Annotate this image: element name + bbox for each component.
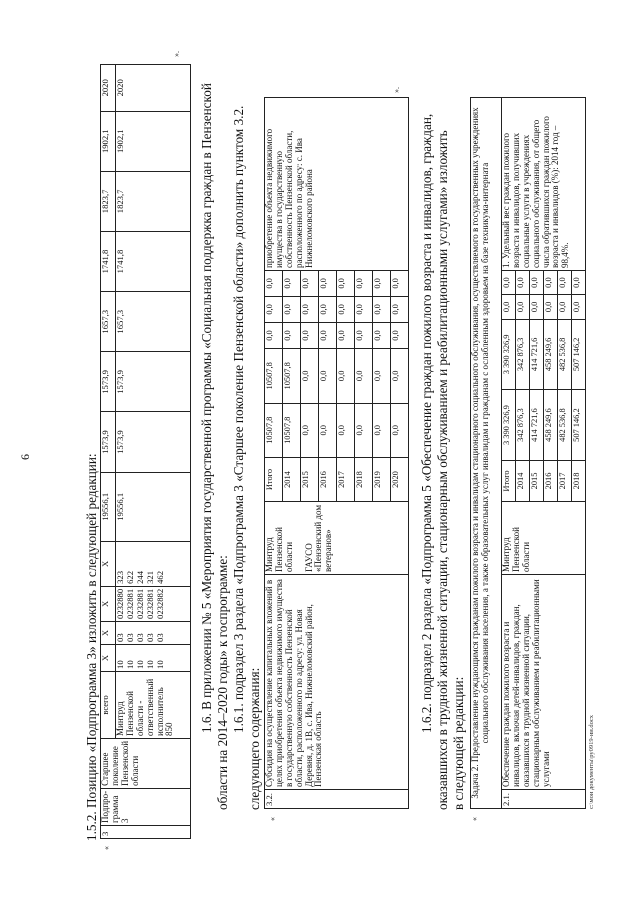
- table2-years-row: [265, 271, 283, 501]
- cell-task: Задача 2. Предоставление нуждающимся гражданам пожилого возраста и инвалидам стационарного социального обслуживания, осуществляемого в государственных учреждениях социального обслуживания населения, а также образовательных услуг инвалидам и гражданам с ослабленным здоровьем на базе техникума-интерната: [471, 98, 502, 809]
- table3-years-row: [530, 271, 544, 501]
- cell-2014-2: 1573,9: [116, 412, 191, 472]
- table2-years-cell: 2014: [283, 458, 301, 501]
- table2-years-cell: 0,0: [373, 296, 391, 322]
- table2-years-cell: 0,0: [373, 322, 391, 348]
- cell-2015: 1573,9: [101, 352, 116, 412]
- table2-years-cell: 0,0: [355, 271, 373, 296]
- cell-x2: Х: [101, 621, 116, 644]
- table2-years-cell: 2015: [301, 458, 319, 501]
- cell-num: 2.1.: [502, 790, 586, 809]
- table3-years-cell: 0,0: [516, 295, 530, 319]
- col-csr: 0232880 0232881 0232881 0232881 0232882: [116, 586, 191, 621]
- page-number: 6: [18, 454, 32, 460]
- table3-years-cell: 458 249,6: [544, 319, 558, 390]
- cell-2019-2: 1902,1: [116, 111, 191, 171]
- table2-years-row: [391, 271, 409, 501]
- table3-years-cell: 0,0: [530, 271, 544, 295]
- cell-2017-2: 1741,8: [116, 231, 191, 291]
- table2-years-cell: 0,0: [301, 322, 319, 348]
- table2-years-cell: 0,0: [283, 296, 301, 322]
- paragraph-1-6-2: 1.6.2. подраздел 2 раздела «Подпрограмма 5 «Обеспечение граждан пожилого возраста и инвалидов, граждан,: [419, 113, 434, 733]
- table2-years-cell: 0,0: [319, 296, 337, 322]
- table2-years-cell: 0,0: [391, 349, 409, 403]
- table2-years-cell: 0,0: [319, 403, 337, 457]
- table2-years-row: [355, 271, 373, 501]
- cell-2018-2: 1823,7: [116, 171, 191, 231]
- open-quote: «: [102, 846, 111, 850]
- table2-years-cell: 2016: [319, 458, 337, 501]
- table3-years-cell: 3 390 326,9: [502, 319, 516, 390]
- table3-years-cell: 482 536,8: [558, 319, 572, 390]
- table2-years-cell: 0,0: [391, 403, 409, 457]
- table2-years-cell: 2020: [391, 458, 409, 501]
- paragraph-1-6-2-c: в следующей редакции:: [451, 676, 466, 810]
- table2-years-cell: 0,0: [391, 271, 409, 296]
- table2-years-cell: 0,0: [265, 271, 283, 296]
- table2-years-cell: 0,0: [337, 403, 355, 457]
- table2-years-cell: 10507,8: [265, 403, 283, 457]
- table3-years-cell: 2014: [516, 460, 530, 501]
- table3-years-cell: 0,0: [544, 295, 558, 319]
- table2-years-row: [283, 271, 301, 501]
- paragraph-1-6-1: 1.6.1. подраздел 3 раздела «Подпрограмма 3 «Старшее поколение Пензенской области» дополнить пунктом 3.2.: [231, 105, 246, 733]
- table3-years-row: [572, 271, 586, 501]
- table3-years-cell: 2015: [530, 460, 544, 501]
- cell-years-block: [265, 271, 409, 502]
- table3-years-cell: 342 876,3: [516, 319, 530, 390]
- table2-years-cell: 0,0: [319, 322, 337, 348]
- table3-years-cell: 0,0: [530, 295, 544, 319]
- table2-years-cell: 0,0: [373, 271, 391, 296]
- table3-years-row: [502, 271, 516, 501]
- table3-years-cell: 414 721,6: [530, 390, 544, 461]
- table2-years-cell: 0,0: [301, 403, 319, 457]
- paragraph-1-6-b: области на 2014–2020 годы» к госпрограмме:: [215, 555, 230, 810]
- open-quote-3: «: [470, 817, 479, 821]
- table-item-2-1: [470, 97, 586, 809]
- table2-years-cell: 0,0: [301, 296, 319, 322]
- table2-years-cell: 0,0: [355, 322, 373, 348]
- table2-years-cell: 0,0: [373, 403, 391, 457]
- table3-years-cell: 3 390 326,9: [502, 390, 516, 461]
- table3-years-cell: 2017: [558, 460, 572, 501]
- table3-years-cell: 0,0: [544, 271, 558, 295]
- table2-years-cell: 0,0: [283, 322, 301, 348]
- cell-result: приобретение объекта недвижимого имущества в государственную собственность Пензенской области, расположенного по адресу: с. Ива Нижнеломовского района: [265, 98, 409, 271]
- cell-title: Старшее поколение Пензенской области: [101, 738, 191, 788]
- cell-2016: 1657,3: [101, 292, 116, 352]
- table-years: [265, 271, 408, 501]
- table2-years-cell: Итого: [265, 468, 274, 491]
- table2-years-row: [319, 271, 337, 501]
- cell-years-block: [502, 271, 586, 502]
- cell-2018: 1823,7: [101, 171, 116, 231]
- table3-years-cell: 482 536,8: [558, 390, 572, 461]
- cell-2017: 1741,8: [101, 231, 116, 291]
- cell-2019: 1902,1: [101, 111, 116, 171]
- table2-years-cell: 0,0: [391, 296, 409, 322]
- cell-name: Подпро- грамма 3: [101, 788, 191, 825]
- cell-x4: Х: [101, 541, 116, 586]
- cell-total: 19556,1: [101, 472, 116, 541]
- table2-years-cell: 0,0: [265, 322, 283, 348]
- table3-years-cell: 0,0: [558, 271, 572, 295]
- table2-years-cell: 0,0: [283, 271, 301, 296]
- col-section: 10 10 10 10 10: [116, 644, 191, 671]
- paragraph-1-6-2-b: оказавшихся в трудной жизненной ситуации, стационарным обслуживанием и реабилитационными услугами» изложить: [435, 130, 450, 810]
- table2-years-cell: 0,0: [319, 349, 337, 403]
- table2-years-cell: 0,0: [337, 296, 355, 322]
- table3-years-cell: 342 876,3: [516, 390, 530, 461]
- cell-total-2: 19556,1: [116, 472, 191, 541]
- table3-years-cell: Итого: [502, 470, 511, 492]
- paragraph-1-6: 1.6. В приложении № 5 «Мероприятия государственной программы «Социальная поддержка граждан в Пензенской: [199, 83, 214, 733]
- close-quote-2: ».: [392, 87, 401, 93]
- cell-text: Обеспечение граждан пожилого возраста и инвалидов, включая детей-инвалидов, граждан, оказавшихся в трудной жизненной ситуации, стационарным обслуживанием и реабилитационными услугами: [502, 575, 586, 790]
- table-subprogram-3: [100, 64, 191, 839]
- cell-exec: Минтруд Пензенской области ГАУСО «Пензенский дом ветеранов»: [265, 502, 409, 575]
- table2-years-cell: 0,0: [301, 271, 319, 296]
- table3-years-cell: 507 146,2: [572, 319, 586, 390]
- cell-2020: 2020: [101, 65, 116, 112]
- table2-years-cell: 0,0: [337, 349, 355, 403]
- cell-x3: Х: [101, 586, 116, 621]
- table2-years-cell: 2018: [355, 458, 373, 501]
- table2-years-cell: 2019: [373, 458, 391, 501]
- table2-years-cell: 0,0: [391, 322, 409, 348]
- table3-years-cell: 0,0: [572, 295, 586, 319]
- table3-years-cell: 507 146,2: [572, 390, 586, 461]
- col-vr: 323 622 244 321 462: [116, 541, 191, 586]
- table3-years-row: [544, 271, 558, 501]
- cell-2016-2: 1657,3: [116, 292, 191, 352]
- close-quote: ».: [172, 51, 181, 57]
- table3-years-cell: 0,0: [502, 295, 516, 319]
- table3-years-cell: 0,0: [572, 271, 586, 295]
- table2-years-cell: 0,0: [319, 271, 337, 296]
- paragraph-1-5-2: 1.5.2. Позицию «Подпрограмма 3» изложить в следующей редакции:: [84, 453, 99, 841]
- table2-years-cell: 0,0: [355, 403, 373, 457]
- cell-exec-head: всего: [101, 671, 116, 738]
- col-subsection: 03 03 03 03 03: [116, 621, 191, 644]
- table3-years-cell: 0,0: [558, 295, 572, 319]
- open-quote-2: «: [268, 817, 277, 821]
- cell-result: 1. Удельный вес граждан пожилого возраста и инвалидов, получивших социальные услуги в учреждениях социального обслуживания, от общего числа обратившихся граждан пожилого возраста и инвалидов (%): 2014 год – 98,4%.: [502, 98, 586, 271]
- table3-years-row: [516, 271, 530, 501]
- table3-years-cell: 414 721,6: [530, 319, 544, 390]
- table2-years-cell: 2017: [337, 458, 355, 501]
- table2-years-cell: 10507,8: [283, 403, 301, 457]
- table2-years-row: [337, 271, 355, 501]
- table2-years-cell: 0,0: [265, 296, 283, 322]
- table2-years-cell: 0,0: [355, 296, 373, 322]
- table2-years-cell: 10507,8: [265, 349, 283, 403]
- cell-2020-2: 2020: [116, 65, 191, 112]
- table2-years-cell: 10507,8: [283, 349, 301, 403]
- table2-years-cell: 0,0: [355, 349, 373, 403]
- paragraph-1-6-1-b: следующего содержания:: [247, 667, 262, 810]
- table3-years-cell: 2018: [572, 460, 586, 501]
- table2-years-cell: 0,0: [373, 349, 391, 403]
- cell-2015-2: 1573,9: [116, 352, 191, 412]
- cell-x1: Х: [101, 644, 116, 671]
- table2-years-row: [301, 271, 319, 501]
- table-years: [502, 271, 585, 501]
- cell-num: 3: [101, 826, 191, 839]
- table3-years-cell: 458 249,6: [544, 390, 558, 461]
- cell-num: 3.2.: [265, 790, 409, 809]
- cell-text: Субсидия на осуществление капитальных вложений в целях приобретения объекта недвижимого имущества в государственную собственность Пензенской области, расположенного по адресу: ул. Новая Деревня, д. 1В, с. Ива, Нижнеломовский район, Пензенская область: [265, 575, 409, 790]
- table2-years-row: [373, 271, 391, 501]
- cell-2014: 1573,9: [101, 412, 116, 472]
- table3-years-cell: 0,0: [502, 271, 516, 295]
- table2-years-cell: 0,0: [337, 271, 355, 296]
- cell-exec: Минтруд Пензенской области: [502, 502, 586, 575]
- table3-years-row: [558, 271, 572, 501]
- table2-years-cell: 0,0: [301, 349, 319, 403]
- table-item-3-2: [264, 97, 409, 809]
- cell-executor: Минтруд Пензенской области - ответственный исполнитель 850: [116, 671, 191, 738]
- footer-file-path: c:\мои документы\ру0919-ии.docx: [588, 714, 595, 809]
- table3-years-cell: 0,0: [516, 271, 530, 295]
- table2-years-cell: 0,0: [337, 322, 355, 348]
- table3-years-cell: 2016: [544, 460, 558, 501]
